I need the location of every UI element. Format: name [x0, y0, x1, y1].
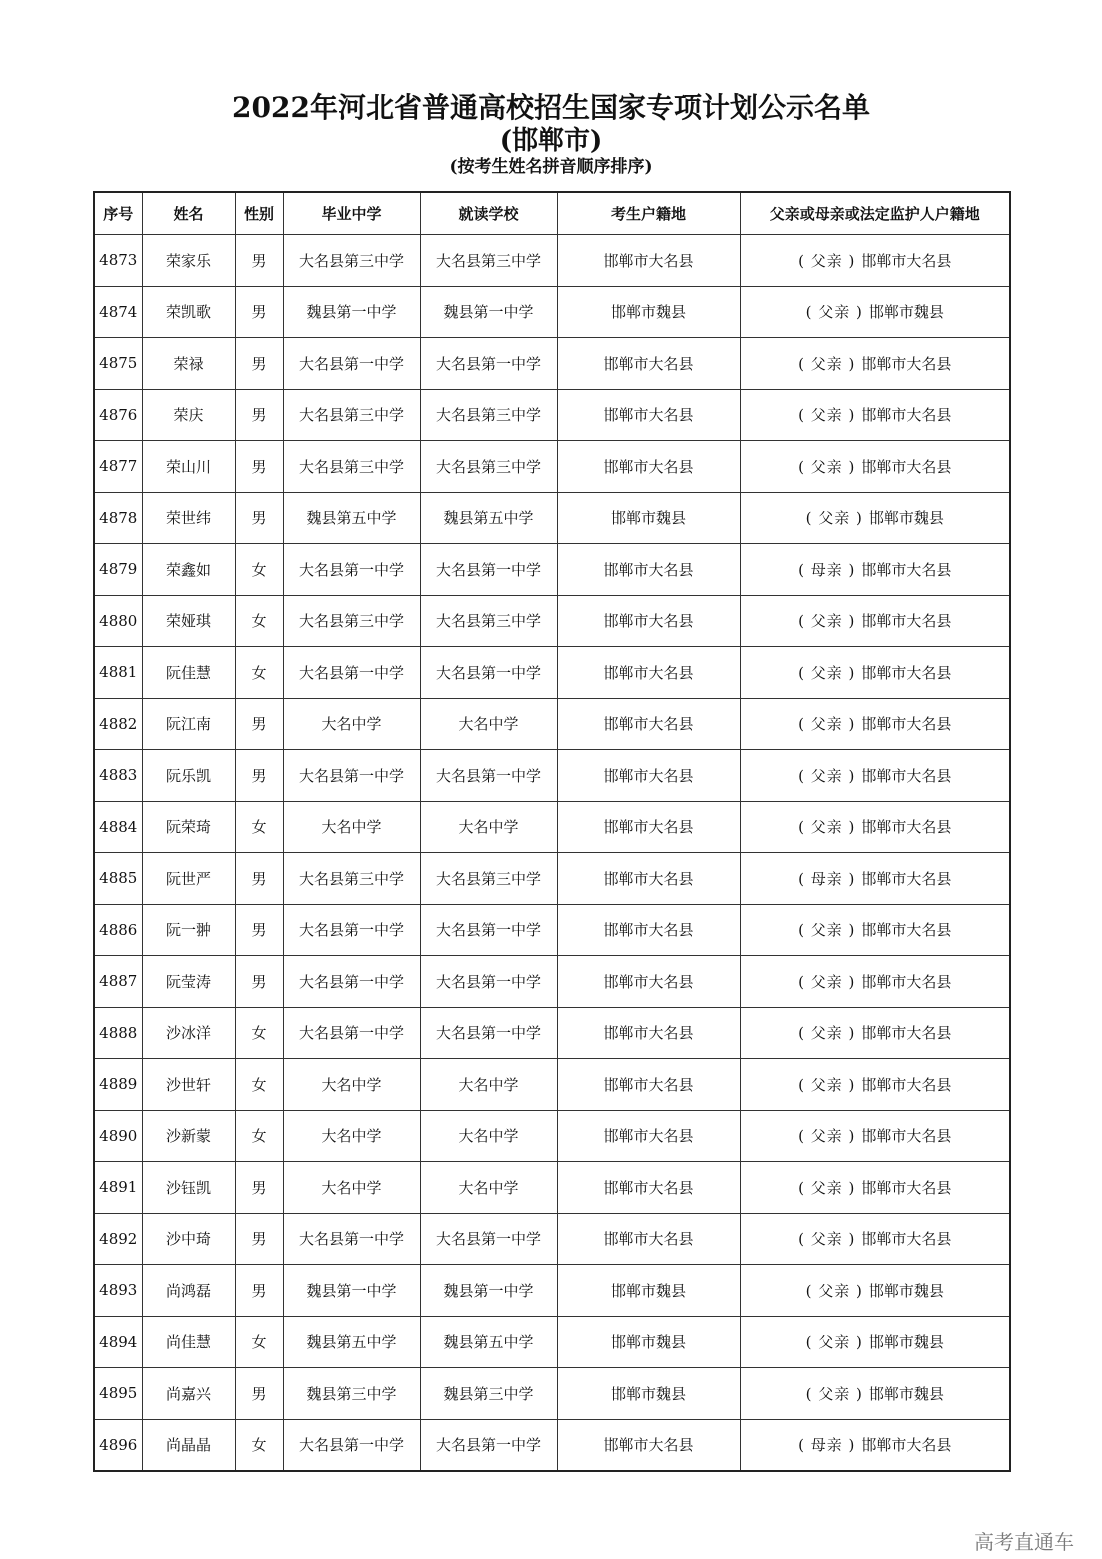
cell-guardian-hukou — [740, 1265, 1010, 1317]
cell-no: 4893 — [94, 1265, 142, 1317]
guardian-place: 邯郸市大名县 — [861, 1127, 952, 1146]
cell-gender: 男 — [235, 235, 283, 287]
guardian-place: 邯郸市大名县 — [861, 1024, 952, 1043]
cell-no: 4896 — [94, 1419, 142, 1471]
guardian-place: 邯郸市大名县 — [861, 612, 952, 631]
cell-hukou: 邯郸市大名县 — [557, 441, 740, 493]
guardian-relation: ( 父亲 ) — [805, 303, 863, 322]
cell-hukou: 邯郸市大名县 — [557, 1110, 740, 1162]
table-row — [94, 698, 1010, 750]
table-row — [94, 1162, 1010, 1214]
cell-grad-school: 大名县第三中学 — [283, 441, 420, 493]
cell-guardian-hukou — [740, 853, 1010, 905]
cell-gender: 女 — [235, 1059, 283, 1111]
cell-gender: 男 — [235, 1368, 283, 1420]
guardian-relation: ( 父亲 ) — [798, 457, 856, 476]
cell-hukou: 邯郸市大名县 — [557, 1213, 740, 1265]
cell-gender: 女 — [235, 801, 283, 853]
cell-hukou: 邯郸市大名县 — [557, 389, 740, 441]
cell-hukou: 邯郸市大名县 — [557, 956, 740, 1008]
table-row — [94, 1059, 1010, 1111]
cell-gender: 女 — [235, 1419, 283, 1471]
cell-grad-school: 大名县第一中学 — [283, 904, 420, 956]
cell-name: 荣家乐 — [142, 235, 235, 287]
guardian-place: 邯郸市大名县 — [861, 251, 952, 270]
cell-guardian-hukou — [740, 904, 1010, 956]
cell-name: 荣娅琪 — [142, 595, 235, 647]
cell-guardian-hukou — [740, 1162, 1010, 1214]
cell-current-school: 大名中学 — [420, 1110, 557, 1162]
cell-no: 4875 — [94, 338, 142, 390]
cell-grad-school: 大名县第三中学 — [283, 389, 420, 441]
cell-guardian-hukou — [740, 698, 1010, 750]
guardian-place: 邯郸市大名县 — [861, 457, 952, 476]
table-row — [94, 441, 1010, 493]
cell-grad-school: 大名县第一中学 — [283, 956, 420, 1008]
cell-current-school: 大名中学 — [420, 801, 557, 853]
guardian-place: 邯郸市大名县 — [861, 354, 952, 373]
cell-hukou: 邯郸市大名县 — [557, 853, 740, 905]
cell-grad-school: 大名县第一中学 — [283, 1213, 420, 1265]
guardian-relation: ( 母亲 ) — [798, 1436, 856, 1455]
guardian-relation: ( 父亲 ) — [805, 509, 863, 528]
cell-current-school: 大名县第三中学 — [420, 235, 557, 287]
cell-gender: 男 — [235, 492, 283, 544]
cell-no: 4885 — [94, 853, 142, 905]
cell-guardian-hukou — [740, 1368, 1010, 1420]
cell-name: 沙世轩 — [142, 1059, 235, 1111]
document-subtitle: (邯郸市) — [499, 126, 603, 156]
cell-hukou: 邯郸市大名县 — [557, 801, 740, 853]
cell-hukou: 邯郸市大名县 — [557, 544, 740, 596]
cell-current-school: 大名县第三中学 — [420, 389, 557, 441]
cell-grad-school: 大名县第一中学 — [283, 750, 420, 802]
cell-name: 阮莹涛 — [142, 956, 235, 1008]
cell-guardian-hukou — [740, 441, 1010, 493]
cell-name: 沙钰凯 — [142, 1162, 235, 1214]
guardian-relation: ( 父亲 ) — [798, 1178, 856, 1197]
cell-gender: 男 — [235, 286, 283, 338]
guardian-place: 邯郸市魏县 — [868, 1281, 944, 1300]
cell-current-school: 大名县第一中学 — [420, 750, 557, 802]
guardian-place: 邯郸市魏县 — [868, 303, 944, 322]
guardian-relation: ( 父亲 ) — [798, 715, 856, 734]
cell-hukou: 邯郸市大名县 — [557, 1007, 740, 1059]
header-grad-school: 毕业中学 — [283, 192, 420, 235]
cell-no: 4882 — [94, 698, 142, 750]
cell-hukou: 邯郸市大名县 — [557, 595, 740, 647]
cell-no: 4892 — [94, 1213, 142, 1265]
cell-guardian-hukou — [740, 1110, 1010, 1162]
cell-current-school: 魏县第一中学 — [420, 1265, 557, 1317]
cell-gender: 男 — [235, 904, 283, 956]
guardian-relation: ( 父亲 ) — [798, 612, 856, 631]
table-row — [94, 389, 1010, 441]
cell-name: 荣禄 — [142, 338, 235, 390]
table-row — [94, 1316, 1010, 1368]
cell-gender: 男 — [235, 956, 283, 1008]
cell-hukou: 邯郸市大名县 — [557, 235, 740, 287]
cell-grad-school: 大名县第一中学 — [283, 1419, 420, 1471]
table-body — [94, 235, 1010, 1472]
cell-name: 荣鑫如 — [142, 544, 235, 596]
guardian-place: 邯郸市魏县 — [868, 509, 944, 528]
table-header-row — [94, 192, 1010, 235]
guardian-relation: ( 母亲 ) — [798, 560, 856, 579]
guardian-relation: ( 父亲 ) — [798, 1024, 856, 1043]
cell-no: 4891 — [94, 1162, 142, 1214]
cell-current-school: 魏县第五中学 — [420, 1316, 557, 1368]
cell-grad-school: 大名中学 — [283, 1059, 420, 1111]
cell-name: 尚晶晶 — [142, 1419, 235, 1471]
cell-name: 荣世纬 — [142, 492, 235, 544]
table-row — [94, 286, 1010, 338]
cell-grad-school: 魏县第五中学 — [283, 492, 420, 544]
header-name: 姓名 — [142, 192, 235, 235]
cell-hukou: 邯郸市魏县 — [557, 1316, 740, 1368]
cell-current-school: 大名中学 — [420, 1059, 557, 1111]
guardian-relation: ( 父亲 ) — [798, 663, 856, 682]
guardian-place: 邯郸市大名县 — [861, 1178, 952, 1197]
guardian-place: 邯郸市大名县 — [861, 818, 952, 837]
cell-name: 阮佳慧 — [142, 647, 235, 699]
cell-name: 阮江南 — [142, 698, 235, 750]
cell-current-school: 大名县第一中学 — [420, 1007, 557, 1059]
admission-roster-table — [93, 191, 1011, 1472]
guardian-relation: ( 母亲 ) — [798, 869, 856, 888]
guardian-relation: ( 父亲 ) — [798, 1127, 856, 1146]
cell-current-school: 大名县第一中学 — [420, 647, 557, 699]
header-guardian-hukou: 父亲或母亲或法定监护人户籍地 — [740, 192, 1010, 235]
cell-name: 荣庆 — [142, 389, 235, 441]
guardian-place: 邯郸市大名县 — [861, 972, 952, 991]
cell-name: 阮一翀 — [142, 904, 235, 956]
guardian-place: 邯郸市大名县 — [861, 766, 952, 785]
cell-no: 4886 — [94, 904, 142, 956]
cell-current-school: 魏县第一中学 — [420, 286, 557, 338]
cell-name: 尚嘉兴 — [142, 1368, 235, 1420]
table-row — [94, 1419, 1010, 1471]
cell-no: 4894 — [94, 1316, 142, 1368]
guardian-relation: ( 父亲 ) — [805, 1384, 863, 1403]
guardian-relation: ( 父亲 ) — [798, 818, 856, 837]
table-row — [94, 1368, 1010, 1420]
cell-name: 阮世严 — [142, 853, 235, 905]
cell-gender: 女 — [235, 544, 283, 596]
cell-current-school: 大名县第一中学 — [420, 338, 557, 390]
cell-no: 4884 — [94, 801, 142, 853]
cell-guardian-hukou — [740, 492, 1010, 544]
guardian-relation: ( 父亲 ) — [798, 354, 856, 373]
cell-name: 荣山川 — [142, 441, 235, 493]
cell-no: 4890 — [94, 1110, 142, 1162]
sort-note: (按考生姓名拼音顺序排序) — [449, 157, 653, 177]
table-row — [94, 338, 1010, 390]
guardian-place: 邯郸市大名县 — [861, 1075, 952, 1094]
cell-hukou: 邯郸市魏县 — [557, 286, 740, 338]
cell-name: 尚佳慧 — [142, 1316, 235, 1368]
cell-grad-school: 大名县第一中学 — [283, 338, 420, 390]
table-row — [94, 1007, 1010, 1059]
table-row — [94, 492, 1010, 544]
cell-current-school: 大名县第一中学 — [420, 1419, 557, 1471]
guardian-relation: ( 父亲 ) — [798, 251, 856, 270]
cell-gender: 男 — [235, 338, 283, 390]
cell-guardian-hukou — [740, 647, 1010, 699]
table-row — [94, 595, 1010, 647]
table-row — [94, 750, 1010, 802]
guardian-place: 邯郸市大名县 — [861, 921, 952, 940]
cell-grad-school: 大名县第一中学 — [283, 1007, 420, 1059]
cell-no: 4873 — [94, 235, 142, 287]
cell-grad-school: 大名中学 — [283, 1110, 420, 1162]
cell-guardian-hukou — [740, 286, 1010, 338]
cell-grad-school: 魏县第五中学 — [283, 1316, 420, 1368]
cell-current-school: 大名县第三中学 — [420, 595, 557, 647]
cell-name: 阮乐凯 — [142, 750, 235, 802]
cell-no: 4874 — [94, 286, 142, 338]
cell-grad-school: 大名中学 — [283, 801, 420, 853]
cell-guardian-hukou — [740, 1213, 1010, 1265]
cell-no: 4881 — [94, 647, 142, 699]
cell-current-school: 魏县第五中学 — [420, 492, 557, 544]
guardian-place: 邯郸市大名县 — [861, 869, 952, 888]
cell-gender: 女 — [235, 647, 283, 699]
guardian-place: 邯郸市魏县 — [868, 1384, 944, 1403]
cell-no: 4887 — [94, 956, 142, 1008]
cell-gender: 男 — [235, 750, 283, 802]
header-hukou: 考生户籍地 — [557, 192, 740, 235]
watermark-text: 高考直通车 — [974, 1530, 1074, 1554]
header-no: 序号 — [94, 192, 142, 235]
cell-gender: 男 — [235, 698, 283, 750]
cell-name: 沙新蒙 — [142, 1110, 235, 1162]
table-row — [94, 853, 1010, 905]
cell-guardian-hukou — [740, 595, 1010, 647]
cell-hukou: 邯郸市大名县 — [557, 904, 740, 956]
cell-grad-school: 大名县第三中学 — [283, 853, 420, 905]
cell-guardian-hukou — [740, 1316, 1010, 1368]
guardian-relation: ( 父亲 ) — [798, 921, 856, 940]
cell-no: 4895 — [94, 1368, 142, 1420]
cell-current-school: 大名县第一中学 — [420, 904, 557, 956]
cell-current-school: 魏县第三中学 — [420, 1368, 557, 1420]
cell-no: 4883 — [94, 750, 142, 802]
cell-hukou: 邯郸市大名县 — [557, 1419, 740, 1471]
guardian-place: 邯郸市大名县 — [861, 715, 952, 734]
cell-name: 荣凯歌 — [142, 286, 235, 338]
cell-guardian-hukou — [740, 1007, 1010, 1059]
cell-grad-school: 大名县第三中学 — [283, 595, 420, 647]
cell-grad-school: 魏县第一中学 — [283, 286, 420, 338]
cell-gender: 男 — [235, 389, 283, 441]
cell-grad-school: 大名县第一中学 — [283, 647, 420, 699]
cell-guardian-hukou — [740, 389, 1010, 441]
table-row — [94, 904, 1010, 956]
cell-current-school: 大名县第三中学 — [420, 441, 557, 493]
cell-gender: 男 — [235, 853, 283, 905]
cell-current-school: 大名县第一中学 — [420, 956, 557, 1008]
cell-hukou: 邯郸市大名县 — [557, 1059, 740, 1111]
cell-grad-school: 魏县第一中学 — [283, 1265, 420, 1317]
cell-name: 阮荣琦 — [142, 801, 235, 853]
guardian-relation: ( 父亲 ) — [805, 1281, 863, 1300]
cell-current-school: 大名县第一中学 — [420, 544, 557, 596]
cell-grad-school: 大名中学 — [283, 1162, 420, 1214]
guardian-relation: ( 父亲 ) — [805, 1333, 863, 1352]
cell-no: 4876 — [94, 389, 142, 441]
cell-guardian-hukou — [740, 338, 1010, 390]
cell-gender: 男 — [235, 1213, 283, 1265]
cell-no: 4877 — [94, 441, 142, 493]
cell-guardian-hukou — [740, 235, 1010, 287]
cell-hukou: 邯郸市魏县 — [557, 1368, 740, 1420]
cell-guardian-hukou — [740, 1059, 1010, 1111]
cell-no: 4879 — [94, 544, 142, 596]
cell-gender: 女 — [235, 595, 283, 647]
guardian-relation: ( 父亲 ) — [798, 766, 856, 785]
header-current-school: 就读学校 — [420, 192, 557, 235]
guardian-relation: ( 父亲 ) — [798, 972, 856, 991]
cell-current-school: 大名中学 — [420, 1162, 557, 1214]
cell-guardian-hukou — [740, 1419, 1010, 1471]
cell-no: 4878 — [94, 492, 142, 544]
cell-hukou: 邯郸市大名县 — [557, 1162, 740, 1214]
guardian-relation: ( 父亲 ) — [798, 1075, 856, 1094]
guardian-relation: ( 父亲 ) — [798, 1230, 856, 1249]
guardian-place: 邯郸市大名县 — [861, 560, 952, 579]
cell-hukou: 邯郸市大名县 — [557, 338, 740, 390]
cell-name: 沙冰洋 — [142, 1007, 235, 1059]
cell-guardian-hukou — [740, 956, 1010, 1008]
document-title: 2022年河北省普通高校招生国家专项计划公示名单 — [232, 91, 870, 124]
guardian-relation: ( 父亲 ) — [798, 406, 856, 425]
cell-hukou: 邯郸市大名县 — [557, 647, 740, 699]
cell-current-school: 大名县第一中学 — [420, 1213, 557, 1265]
cell-grad-school: 魏县第三中学 — [283, 1368, 420, 1420]
cell-gender: 女 — [235, 1110, 283, 1162]
cell-gender: 女 — [235, 1316, 283, 1368]
table-row — [94, 801, 1010, 853]
guardian-place: 邯郸市大名县 — [861, 1230, 952, 1249]
guardian-place: 邯郸市大名县 — [861, 663, 952, 682]
cell-hukou: 邯郸市魏县 — [557, 1265, 740, 1317]
cell-grad-school: 大名中学 — [283, 698, 420, 750]
table-row — [94, 235, 1010, 287]
cell-grad-school: 大名县第三中学 — [283, 235, 420, 287]
cell-no: 4880 — [94, 595, 142, 647]
table-row — [94, 647, 1010, 699]
cell-name: 尚鸿磊 — [142, 1265, 235, 1317]
header-gender: 性别 — [235, 192, 283, 235]
table-row — [94, 1265, 1010, 1317]
guardian-place: 邯郸市大名县 — [861, 406, 952, 425]
cell-gender: 男 — [235, 1265, 283, 1317]
table-row — [94, 1110, 1010, 1162]
cell-hukou: 邯郸市大名县 — [557, 750, 740, 802]
cell-name: 沙中琦 — [142, 1213, 235, 1265]
cell-hukou: 邯郸市大名县 — [557, 698, 740, 750]
table-row — [94, 1213, 1010, 1265]
cell-gender: 女 — [235, 1007, 283, 1059]
cell-current-school: 大名县第三中学 — [420, 853, 557, 905]
cell-guardian-hukou — [740, 544, 1010, 596]
cell-hukou: 邯郸市魏县 — [557, 492, 740, 544]
guardian-place: 邯郸市大名县 — [861, 1436, 952, 1455]
cell-gender: 男 — [235, 1162, 283, 1214]
guardian-place: 邯郸市魏县 — [868, 1333, 944, 1352]
cell-gender: 男 — [235, 441, 283, 493]
cell-no: 4888 — [94, 1007, 142, 1059]
cell-guardian-hukou — [740, 801, 1010, 853]
cell-guardian-hukou — [740, 750, 1010, 802]
table-row — [94, 956, 1010, 1008]
cell-current-school: 大名中学 — [420, 698, 557, 750]
cell-no: 4889 — [94, 1059, 142, 1111]
table-row — [94, 544, 1010, 596]
cell-grad-school: 大名县第一中学 — [283, 544, 420, 596]
